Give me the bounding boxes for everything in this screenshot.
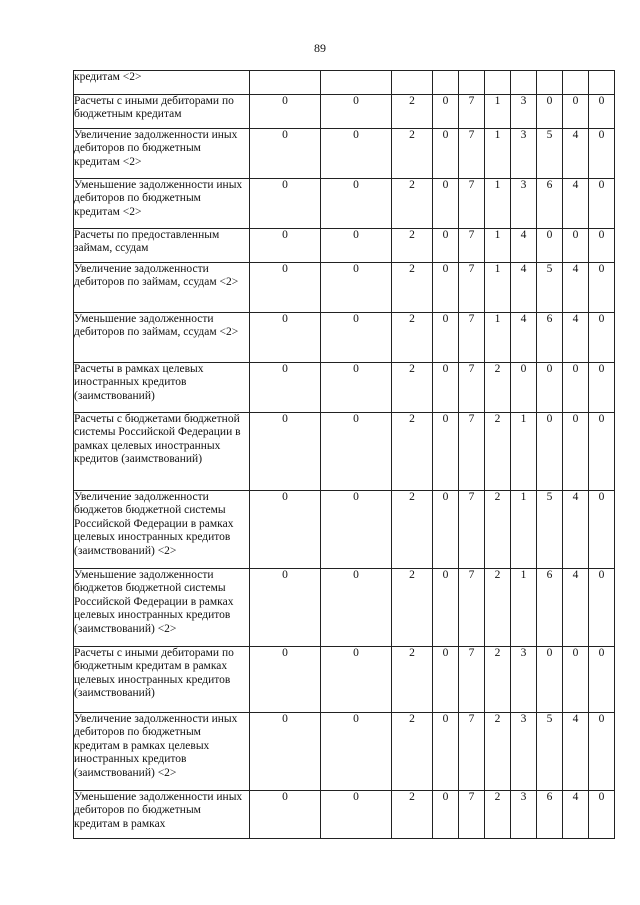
code-digit-cell: 7 xyxy=(459,491,485,569)
code-digit-cell: 4 xyxy=(563,313,589,363)
code-digit-cell: 0 xyxy=(537,413,563,491)
code-digit-cell: 1 xyxy=(485,179,511,229)
code-digit-cell: 1 xyxy=(485,229,511,263)
row-name-cell: кредитам <2> xyxy=(74,71,250,95)
code-digit-cell: 0 xyxy=(589,569,615,647)
row-name-cell: Увеличение задолженности иных дебиторов по бюджетным кредитам в рамках целевых иностранных кредитов (заимствований) <2> xyxy=(74,713,250,791)
code-digit-cell: 0 xyxy=(589,647,615,713)
code-digit-cell xyxy=(563,71,589,95)
row-name-cell: Расчеты с бюджетами бюджетной системы Российской Федерации в рамках целевых иностранных кредитов (заимствований) xyxy=(74,413,250,491)
code-digit-cell xyxy=(589,71,615,95)
code-digit-cell: 3 xyxy=(511,647,537,713)
row-name-cell: Расчеты с иными дебиторами по бюджетным кредитам xyxy=(74,95,250,129)
row-name-cell: Расчеты в рамках целевых иностранных кредитов (заимствований) xyxy=(74,363,250,413)
code-digit-cell: 0 xyxy=(321,129,392,179)
code-digit-cell: 0 xyxy=(589,229,615,263)
code-digit-cell: 2 xyxy=(392,491,433,569)
code-digit-cell: 4 xyxy=(563,713,589,791)
code-digit-cell xyxy=(511,71,537,95)
table-row xyxy=(74,129,615,179)
code-digit-cell: 6 xyxy=(537,569,563,647)
code-digit-cell: 0 xyxy=(537,363,563,413)
code-digit-cell: 0 xyxy=(433,363,459,413)
code-digit-cell: 4 xyxy=(563,263,589,313)
code-digit-cell: 6 xyxy=(537,179,563,229)
code-digit-cell: 7 xyxy=(459,129,485,179)
code-digit-cell: 1 xyxy=(485,129,511,179)
code-digit-cell: 0 xyxy=(250,647,321,713)
code-digit-cell: 0 xyxy=(589,363,615,413)
row-name-cell: Увеличение задолженности бюджетов бюджетной системы Российской Федерации в рамках целевых иностранных кредитов (заимствований) <2> xyxy=(74,491,250,569)
row-name-cell: Увеличение задолженности иных дебиторов по бюджетным кредитам <2> xyxy=(74,129,250,179)
code-digit-cell: 7 xyxy=(459,569,485,647)
code-digit-cell: 0 xyxy=(589,491,615,569)
code-digit-cell: 1 xyxy=(485,95,511,129)
code-digit-cell: 0 xyxy=(433,313,459,363)
table-row xyxy=(74,413,615,491)
code-digit-cell: 0 xyxy=(589,263,615,313)
code-digit-cell: 0 xyxy=(250,413,321,491)
code-digit-cell: 4 xyxy=(563,491,589,569)
code-digit-cell: 7 xyxy=(459,263,485,313)
code-digit-cell: 0 xyxy=(433,713,459,791)
table-row xyxy=(74,713,615,791)
code-digit-cell: 2 xyxy=(392,569,433,647)
page-number: 89 xyxy=(314,41,326,55)
row-name-cell: Расчеты по предоставленным займам, ссудам xyxy=(74,229,250,263)
code-digit-cell: 0 xyxy=(250,179,321,229)
code-digit-cell: 0 xyxy=(433,95,459,129)
code-digit-cell: 0 xyxy=(537,229,563,263)
code-digit-cell: 0 xyxy=(250,491,321,569)
code-digit-cell: 0 xyxy=(589,129,615,179)
code-digit-cell: 0 xyxy=(511,363,537,413)
code-digit-cell: 2 xyxy=(485,713,511,791)
code-digit-cell: 0 xyxy=(433,129,459,179)
code-digit-cell: 0 xyxy=(537,647,563,713)
code-digit-cell: 1 xyxy=(511,491,537,569)
code-digit-cell: 1 xyxy=(485,313,511,363)
table-row xyxy=(74,491,615,569)
code-digit-cell: 5 xyxy=(537,713,563,791)
code-digit-cell xyxy=(537,71,563,95)
code-digit-cell: 5 xyxy=(537,491,563,569)
code-digit-cell: 1 xyxy=(485,263,511,313)
row-name-cell: Уменьшение задолженности дебиторов по займам, ссудам <2> xyxy=(74,313,250,363)
code-digit-cell: 0 xyxy=(250,129,321,179)
code-digit-cell: 3 xyxy=(511,95,537,129)
code-digit-cell: 2 xyxy=(392,647,433,713)
code-digit-cell: 0 xyxy=(589,95,615,129)
code-digit-cell: 0 xyxy=(589,313,615,363)
code-digit-cell: 0 xyxy=(589,791,615,839)
table-row xyxy=(74,263,615,313)
code-digit-cell: 2 xyxy=(392,129,433,179)
table-row xyxy=(74,179,615,229)
row-name-cell: Уменьшение задолженности бюджетов бюджетной системы Российской Федерации в рамках целевых иностранных кредитов (заимствований) <2> xyxy=(74,569,250,647)
code-digit-cell: 0 xyxy=(563,229,589,263)
row-name-cell: Увеличение задолженности дебиторов по займам, ссудам <2> xyxy=(74,263,250,313)
code-digit-cell: 0 xyxy=(321,491,392,569)
table-row xyxy=(74,313,615,363)
table-row xyxy=(74,71,615,95)
row-name-cell: Расчеты с иными дебиторами по бюджетным кредитам в рамках целевых иностранных кредитов (заимствований) xyxy=(74,647,250,713)
code-digit-cell xyxy=(433,71,459,95)
code-digit-cell xyxy=(459,71,485,95)
code-digit-cell: 0 xyxy=(433,263,459,313)
code-digit-cell: 2 xyxy=(392,791,433,839)
code-digit-cell: 0 xyxy=(589,179,615,229)
code-digit-cell: 3 xyxy=(511,179,537,229)
code-digit-cell: 2 xyxy=(392,263,433,313)
code-digit-cell: 7 xyxy=(459,791,485,839)
code-digit-cell: 3 xyxy=(511,791,537,839)
code-digit-cell: 2 xyxy=(392,413,433,491)
code-digit-cell: 1 xyxy=(511,569,537,647)
code-digit-cell: 0 xyxy=(321,313,392,363)
code-digit-cell: 0 xyxy=(250,229,321,263)
code-digit-cell: 4 xyxy=(511,313,537,363)
table-row xyxy=(74,791,615,839)
code-digit-cell: 0 xyxy=(537,95,563,129)
code-digit-cell: 2 xyxy=(392,179,433,229)
table-body xyxy=(74,71,615,839)
code-digit-cell: 4 xyxy=(563,569,589,647)
code-digit-cell: 2 xyxy=(485,491,511,569)
code-digit-cell: 0 xyxy=(563,95,589,129)
code-digit-cell: 0 xyxy=(321,263,392,313)
code-digit-cell: 0 xyxy=(250,313,321,363)
code-digit-cell: 0 xyxy=(433,491,459,569)
code-digit-cell: 2 xyxy=(485,363,511,413)
code-digit-cell: 6 xyxy=(537,313,563,363)
table-row xyxy=(74,229,615,263)
code-digit-cell: 0 xyxy=(589,413,615,491)
code-digit-cell: 7 xyxy=(459,95,485,129)
code-digit-cell: 0 xyxy=(433,179,459,229)
code-digit-cell: 5 xyxy=(537,129,563,179)
code-digit-cell: 0 xyxy=(321,713,392,791)
code-digit-cell: 0 xyxy=(433,791,459,839)
code-digit-cell: 0 xyxy=(250,363,321,413)
code-digit-cell: 2 xyxy=(392,363,433,413)
code-digit-cell: 7 xyxy=(459,179,485,229)
code-digit-cell: 7 xyxy=(459,413,485,491)
code-digit-cell: 2 xyxy=(392,229,433,263)
code-digit-cell: 4 xyxy=(563,179,589,229)
code-digit-cell: 0 xyxy=(433,647,459,713)
code-digit-cell: 0 xyxy=(433,229,459,263)
code-digit-cell: 4 xyxy=(511,229,537,263)
code-digit-cell: 0 xyxy=(250,263,321,313)
code-digit-cell: 2 xyxy=(392,713,433,791)
code-digit-cell: 5 xyxy=(537,263,563,313)
table-row xyxy=(74,647,615,713)
code-digit-cell: 7 xyxy=(459,363,485,413)
code-digit-cell: 2 xyxy=(392,313,433,363)
code-digit-cell: 0 xyxy=(321,569,392,647)
code-digit-cell: 0 xyxy=(433,569,459,647)
code-digit-cell: 3 xyxy=(511,713,537,791)
account-codes-table xyxy=(73,70,615,839)
code-digit-cell: 7 xyxy=(459,313,485,363)
table-row xyxy=(74,363,615,413)
code-digit-cell: 4 xyxy=(511,263,537,313)
code-digit-cell: 0 xyxy=(321,413,392,491)
code-digit-cell: 0 xyxy=(563,647,589,713)
code-digit-cell: 0 xyxy=(321,791,392,839)
row-name-cell: Уменьшение задолженности иных дебиторов по бюджетным кредитам <2> xyxy=(74,179,250,229)
code-digit-cell: 0 xyxy=(321,95,392,129)
code-digit-cell: 0 xyxy=(321,179,392,229)
code-digit-cell: 0 xyxy=(321,363,392,413)
code-digit-cell: 0 xyxy=(250,95,321,129)
code-digit-cell: 0 xyxy=(250,791,321,839)
table-row xyxy=(74,95,615,129)
code-digit-cell: 4 xyxy=(563,129,589,179)
code-digit-cell: 7 xyxy=(459,229,485,263)
code-digit-cell: 2 xyxy=(485,569,511,647)
code-digit-cell: 0 xyxy=(589,713,615,791)
code-digit-cell: 2 xyxy=(485,791,511,839)
code-digit-cell: 0 xyxy=(433,413,459,491)
code-digit-cell xyxy=(250,71,321,95)
code-digit-cell: 2 xyxy=(392,95,433,129)
table-row xyxy=(74,569,615,647)
code-digit-cell: 0 xyxy=(563,413,589,491)
code-digit-cell: 0 xyxy=(250,569,321,647)
code-digit-cell xyxy=(392,71,433,95)
code-digit-cell: 0 xyxy=(321,229,392,263)
code-digit-cell: 0 xyxy=(321,647,392,713)
code-digit-cell: 7 xyxy=(459,713,485,791)
code-digit-cell: 2 xyxy=(485,647,511,713)
code-digit-cell: 2 xyxy=(485,413,511,491)
code-digit-cell: 3 xyxy=(511,129,537,179)
code-digit-cell: 6 xyxy=(537,791,563,839)
code-digit-cell xyxy=(485,71,511,95)
code-digit-cell: 0 xyxy=(250,713,321,791)
code-digit-cell: 4 xyxy=(563,791,589,839)
code-digit-cell: 7 xyxy=(459,647,485,713)
code-digit-cell: 1 xyxy=(511,413,537,491)
code-digit-cell xyxy=(321,71,392,95)
row-name-cell: Уменьшение задолженности иных дебиторов по бюджетным кредитам в рамках xyxy=(74,791,250,839)
code-digit-cell: 0 xyxy=(563,363,589,413)
